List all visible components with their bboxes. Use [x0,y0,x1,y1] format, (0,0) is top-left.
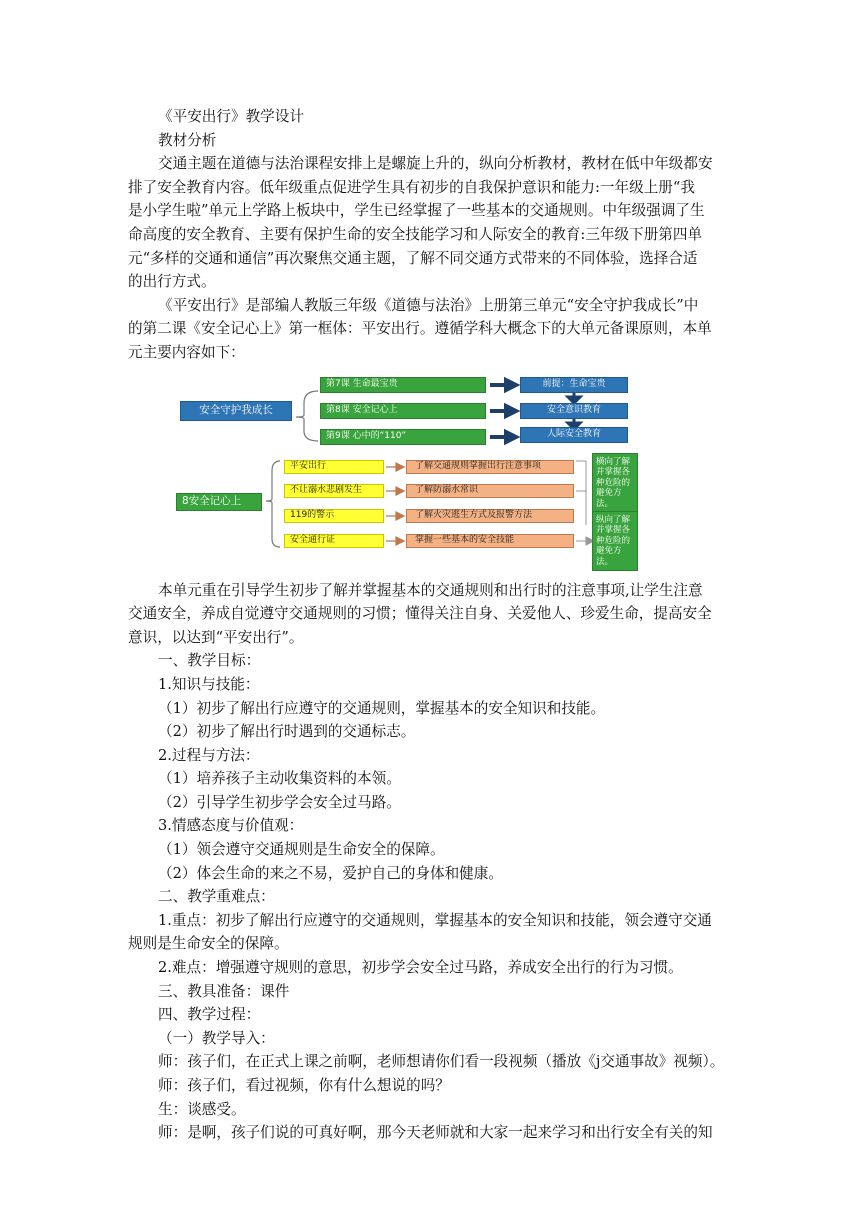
dialogue-line: 师：孩子们，看过视频，你有什么想说的吗？ [158,1077,450,1094]
lesson-9-box: 第9课 心中的“110” [320,429,486,445]
sub-goal-box: 了解交通规则掌握出行注意事项 [406,460,574,474]
lesson-8-box: 第8课 安全记心上 [320,403,486,419]
process-item: （2）引导学生初步学会安全过马路。 [158,793,401,811]
intro-heading: （一）教学导入： [158,1029,275,1047]
paragraph-line: 1.重点：初步了解出行应遵守的交通规则，掌握基本的安全知识和技能，领会遵守交通 [158,911,712,929]
lesson-7-target: 前提：生命宝贵 [520,377,628,393]
lesson-8-target: 安全意识教育 [520,403,628,419]
knowledge-item: （1）初步了解出行应遵守的交通规则，掌握基本的安全知识和技能。 [158,699,606,717]
key-difficult-heading: 二、教学重难点： [158,888,275,906]
dialogue-line: 师：是啊，孩子们说的可真好啊，那今天老师就和大家一起来学习和出行安全有关的知 [158,1124,713,1142]
sub-goal-box: 了解防溺水常识 [406,484,574,498]
sub-item-box: 平安出行 [284,460,384,474]
emotion-item: （2）体会生命的来之不易，爱护自己的身体和健康。 [158,864,503,882]
paragraph-line: 意识，以达到“平安出行”。 [128,628,304,646]
sub-item-box: 不让溺水悲剧发生 [284,484,384,498]
paragraph-line: 元主要内容如下： [128,343,245,361]
document-title: 《平安出行》教学设计 [158,108,304,125]
knowledge-item: （2）初步了解出行时遇到的交通标志。 [158,723,416,741]
paragraph-line: 《平安出行》是部编人教版三年级《道德与法治》上册第三单元“安全守护我成长”中 [158,296,699,314]
dialogue-line: 师：孩子们，在正式上课之前啊，老师想请你们看一段视频（播放《j交通事故》视频）。 [158,1053,725,1071]
paragraph-line: 交通主题在道德与法治课程安排上是螺旋上升的，纵向分析教材，教材在低中年级都安 [158,155,713,173]
paragraph-line: 交通安全，养成自觉遵守交通规则的习惯；懂得关注自身、关爱他人、珍爱生命，提高安全 [128,605,712,623]
side-note-horizontal: 横向了解并掌握各种危险的避免方法。 [592,453,638,513]
unit-title-box: 安全守护我成长 [180,401,292,421]
process-item: （1）培养孩子主动收集资料的本领。 [158,770,401,788]
sub-item-box: 安全通行证 [284,534,384,548]
sub-goal-box: 了解火灾逃生方式及报警方法 [406,509,574,523]
paragraph-3 [128,579,732,650]
paragraph-1 [128,152,732,294]
prep-heading: 三、教具准备：课件 [158,982,290,1000]
lesson-7-box: 第7课 生命最宝贵 [320,377,486,393]
sub-item-box: 119的警示 [284,509,384,523]
paragraph-line: 规则是生命安全的保障。 [128,935,289,953]
paragraph-line: 命高度的安全教育、主要有保护生命的安全技能学习和人际安全的教育:三年级下册第四单 [128,225,703,243]
section-heading-analysis: 教材分析 [158,131,217,149]
emotion-heading: 3.情感态度与价值观： [158,817,304,835]
paragraph-line: 元“多样的交通和通信”再次聚焦交通主题，了解不同交通方式带来的不同体验，选择合适 [128,249,698,267]
process-heading: 2.过程与方法： [158,746,260,764]
knowledge-heading: 1.知识与技能： [158,675,260,693]
document-content [128,105,732,1145]
paragraph-line: 的第二课《安全记心上》第一框体：平安出行。遵循学科大概念下的大单元备课原则，本单 [128,320,712,338]
sub-goal-box: 掌握一些基本的安全技能 [406,534,574,548]
goals-heading: 一、教学目标： [158,652,261,670]
lesson-main-box: 8安全记心上 [176,493,262,511]
lesson-9-target: 人际安全教育 [520,427,628,443]
paragraph-line: 是小学生啦”单元上学路上板块中，学生已经掌握了一些基本的交通规则。中年级强调了生 [128,202,705,220]
side-note-vertical: 纵向了解并掌握各种危险的避免方法。 [592,511,638,571]
paragraph-line: 本单元重在引导学生初步了解并掌握基本的交通规则和出行时的注意事项,让学生注意 [158,581,703,599]
difficult-point: 2.难点：增强遵守规则的意思，初步学会安全过马路，养成安全出行的行为习惯。 [158,959,683,977]
emotion-item: （1）领会遵守交通规则是生命安全的保障。 [158,841,445,859]
process-title: 四、教学过程： [158,1006,261,1024]
paragraph-2 [128,294,732,365]
key-point-paragraph [128,909,732,956]
paragraph-line: 的出行方式。 [128,273,216,291]
paragraph-line: 排了安全教育内容。低年级重点促进学生具有初步的自我保护意识和能力:一年级上册“我 [128,178,695,196]
dialogue-line: 生：谈感受。 [158,1100,246,1118]
unit-structure-diagram [128,371,732,571]
